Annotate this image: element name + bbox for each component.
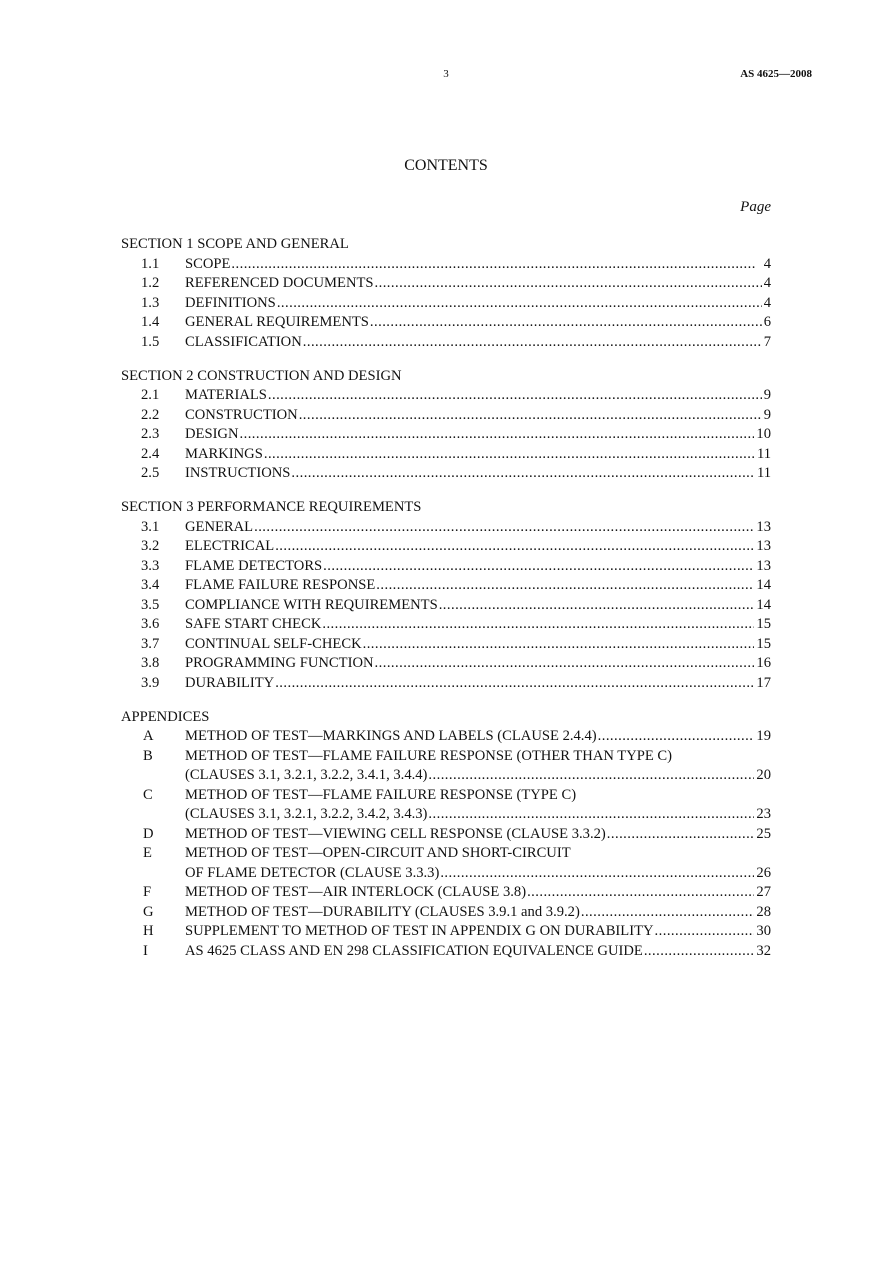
- entry-number: A: [143, 728, 154, 744]
- dot-leader: [439, 864, 754, 884]
- entry-page: 28: [756, 903, 771, 920]
- entry-number: G: [143, 903, 154, 920]
- entry-title: CONSTRUCTION: [185, 406, 298, 423]
- entry-number: 2.5: [141, 465, 160, 481]
- entry-title: SUPPLEMENT TO METHOD OF TEST IN APPENDIX G ON DURABILITY: [185, 923, 654, 939]
- entry-number: 3.8: [141, 655, 160, 671]
- toc-entry: [121, 518, 771, 538]
- dot-leader: [597, 727, 755, 747]
- toc-entry: [121, 727, 771, 747]
- toc-entry: [121, 922, 771, 942]
- entry-number: 3.1: [141, 518, 160, 535]
- entry-number: 2.3: [141, 426, 160, 442]
- contents-title: CONTENTS: [404, 157, 488, 174]
- toc-entry: [121, 942, 771, 962]
- entry-number: 2.1: [141, 387, 160, 403]
- entry-number: 3.6: [141, 616, 160, 632]
- entry-number: 3.5: [141, 596, 160, 613]
- entry-page: 13: [756, 518, 771, 535]
- entry-number: 1.3: [141, 294, 160, 311]
- entry-number: B: [143, 747, 153, 764]
- entry-title: COMPLIANCE WITH REQUIREMENTS: [185, 596, 438, 613]
- entry-title: METHOD OF TEST—DURABILITY (CLAUSES 3.9.1 and 3.9.2): [185, 903, 580, 920]
- entry-title: GENERAL: [185, 518, 254, 535]
- entry-page: 7: [763, 333, 771, 350]
- dot-leader: [298, 406, 762, 426]
- toc-entry: [121, 615, 771, 635]
- toc-entry: [121, 333, 771, 353]
- toc-entry: [121, 747, 771, 767]
- entry-title: SAFE START CHECK: [185, 616, 322, 632]
- section-heading: SECTION 2 CONSTRUCTION AND DESIGN: [121, 367, 402, 384]
- entry-page: 19: [756, 728, 771, 744]
- entry-number: 3.7: [141, 635, 160, 652]
- dot-leader: [321, 615, 754, 635]
- entry-page: 15: [756, 635, 771, 652]
- toc-section: [121, 498, 771, 693]
- dot-leader: [427, 805, 754, 825]
- dot-leader: [580, 903, 755, 923]
- entry-page: 11: [756, 465, 771, 481]
- entry-page: 17: [756, 674, 771, 691]
- section-heading: APPENDICES: [121, 708, 210, 725]
- table-of-contents: [121, 235, 771, 976]
- entry-page: 4: [763, 275, 771, 291]
- toc-entry: [121, 674, 771, 694]
- dot-leader: [267, 386, 762, 406]
- dot-leader: [290, 464, 755, 484]
- entry-page: 30: [756, 923, 771, 939]
- toc-entry: [121, 825, 771, 845]
- entry-page: 14: [756, 577, 771, 593]
- entry-page: 9: [763, 406, 771, 423]
- entry-title: (CLAUSES 3.1, 3.2.1, 3.2.2, 3.4.2, 3.4.3): [185, 806, 428, 822]
- toc-entry: [121, 313, 771, 333]
- entry-page: 32: [756, 942, 771, 959]
- section-heading: SECTION 1 SCOPE AND GENERAL: [121, 236, 349, 252]
- dot-leader: [375, 576, 754, 596]
- entry-number: 2.2: [141, 406, 160, 423]
- dot-leader: [526, 883, 754, 903]
- entry-title: AS 4625 CLASS AND EN 298 CLASSIFICATION EQUIVALENCE GUIDE: [185, 942, 643, 959]
- entry-number: C: [143, 786, 153, 803]
- entry-number: F: [143, 884, 152, 900]
- entry-page: 16: [756, 655, 771, 671]
- dot-leader: [239, 425, 755, 445]
- dot-leader: [643, 942, 755, 962]
- toc-entry: [121, 596, 771, 616]
- toc-entry: [121, 274, 771, 294]
- dot-leader: [438, 596, 755, 616]
- toc-section: [121, 708, 771, 962]
- toc-entry: [121, 864, 771, 884]
- entry-title: DURABILITY: [185, 674, 275, 691]
- toc-entry: [121, 654, 771, 674]
- dot-leader: [302, 333, 762, 353]
- dot-leader: [322, 557, 754, 577]
- entry-number: 1.5: [141, 333, 160, 350]
- entry-number: [121, 805, 185, 825]
- entry-title: METHOD OF TEST—VIEWING CELL RESPONSE (CLAUSE 3.3.2): [185, 825, 606, 842]
- dot-leader: [374, 654, 755, 674]
- dot-leader: [274, 537, 754, 557]
- toc-entry: [121, 406, 771, 426]
- toc-entry: [121, 844, 771, 864]
- page-column-heading: Page: [740, 199, 771, 215]
- entry-title: PROGRAMMING FUNCTION: [185, 655, 374, 671]
- entry-page: 4: [763, 294, 771, 311]
- entry-title: CONTINUAL SELF-CHECK: [185, 635, 362, 652]
- entry-page: 26: [756, 864, 771, 881]
- dot-leader: [362, 635, 755, 655]
- entry-number: D: [143, 825, 154, 842]
- toc-entry: [121, 766, 771, 786]
- entry-number: 3.9: [141, 674, 160, 691]
- entry-title: SCOPE: [185, 255, 231, 272]
- entry-title: GENERAL REQUIREMENTS: [185, 314, 369, 330]
- entry-number: 3.3: [141, 557, 160, 574]
- entry-page: 20: [756, 767, 771, 783]
- document-id: AS 4625—2008: [740, 68, 812, 80]
- entry-page: 6: [763, 314, 771, 330]
- dot-leader: [369, 313, 762, 333]
- entry-number: 1.4: [141, 314, 160, 330]
- entry-title: METHOD OF TEST—MARKINGS AND LABELS (CLAUSE 2.4.4): [185, 728, 597, 744]
- entry-number: [121, 766, 185, 786]
- entry-number: 3.2: [141, 538, 160, 554]
- entry-number: 2.4: [141, 445, 160, 462]
- entry-title: METHOD OF TEST—OPEN-CIRCUIT AND SHORT-CIRCUIT: [185, 845, 571, 861]
- toc-entry: [121, 786, 771, 806]
- entry-number: H: [143, 923, 154, 939]
- entry-number: [121, 864, 185, 884]
- dot-leader: [276, 294, 762, 314]
- entry-page: 9: [763, 387, 771, 403]
- entry-page: 27: [756, 884, 771, 900]
- entry-page: 14: [756, 596, 771, 613]
- page-number: 3: [443, 68, 449, 80]
- entry-title: OF FLAME DETECTOR (CLAUSE 3.3.3): [185, 864, 440, 881]
- toc-section: [121, 367, 771, 484]
- toc-entry: [121, 903, 771, 923]
- entry-title: (CLAUSES 3.1, 3.2.1, 3.2.2, 3.4.1, 3.4.4): [185, 767, 428, 783]
- toc-entry: [121, 445, 771, 465]
- entry-title: ELECTRICAL: [185, 538, 275, 554]
- toc-entry: [121, 294, 771, 314]
- toc-entry: [121, 805, 771, 825]
- dot-leader: [253, 518, 754, 538]
- entry-page: 10: [756, 426, 771, 442]
- toc-section: [121, 235, 771, 352]
- toc-entry: [121, 464, 771, 484]
- toc-entry: [121, 425, 771, 445]
- entry-number: I: [143, 942, 148, 959]
- entry-page: 11: [756, 445, 771, 462]
- toc-entry: [121, 635, 771, 655]
- entry-title: CLASSIFICATION: [185, 333, 302, 350]
- dot-leader: [654, 922, 755, 942]
- toc-entry: [121, 537, 771, 557]
- entry-page: 25: [756, 825, 771, 842]
- entry-title: METHOD OF TEST—FLAME FAILURE RESPONSE (OTHER THAN TYPE C): [185, 747, 673, 764]
- entry-title: DEFINITIONS: [185, 294, 276, 311]
- section-heading: SECTION 3 PERFORMANCE REQUIREMENTS: [121, 499, 422, 515]
- entry-title: INSTRUCTIONS: [185, 465, 291, 481]
- entry-title: MATERIALS: [185, 387, 267, 403]
- dot-leader: [263, 445, 755, 465]
- toc-entry: [121, 557, 771, 577]
- entry-title: DESIGN: [185, 426, 239, 442]
- toc-entry: [121, 386, 771, 406]
- toc-entry: [121, 883, 771, 903]
- entry-page: 23: [756, 806, 771, 822]
- entry-number: 1.2: [141, 275, 160, 291]
- entry-number: 3.4: [141, 577, 160, 593]
- dot-leader: [606, 825, 755, 845]
- dot-leader: [374, 274, 762, 294]
- entry-page: 15: [756, 616, 771, 632]
- dot-leader: [230, 255, 761, 275]
- entry-number: E: [143, 845, 152, 861]
- entry-page: 13: [756, 538, 771, 554]
- entry-title: MARKINGS: [185, 445, 263, 462]
- entry-title: REFERENCED DOCUMENTS: [185, 275, 374, 291]
- entry-number: 1.1: [141, 255, 160, 272]
- entry-page: 4: [763, 255, 771, 272]
- dot-leader: [274, 674, 754, 694]
- entry-page: 13: [756, 557, 771, 574]
- toc-entry: [121, 255, 771, 275]
- entry-title: METHOD OF TEST—AIR INTERLOCK (CLAUSE 3.8): [185, 884, 527, 900]
- entry-title: FLAME DETECTORS: [185, 557, 323, 574]
- dot-leader: [427, 766, 754, 786]
- entry-title: FLAME FAILURE RESPONSE: [185, 577, 376, 593]
- entry-title: METHOD OF TEST—FLAME FAILURE RESPONSE (TYPE C): [185, 786, 577, 803]
- toc-entry: [121, 576, 771, 596]
